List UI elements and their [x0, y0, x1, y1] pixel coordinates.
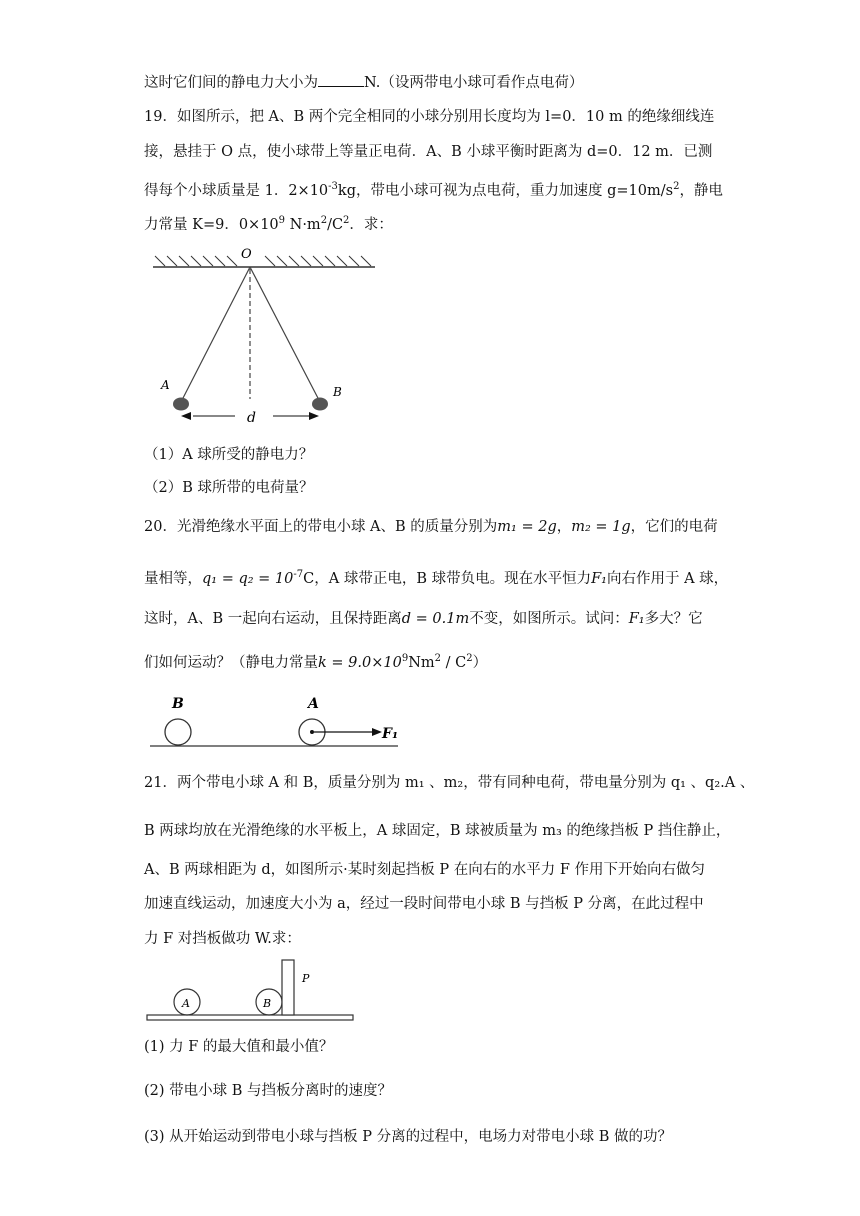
ceiling-hatch: [155, 256, 371, 266]
ball-a-label: A: [308, 696, 319, 712]
q21-sub3: (3) 从开始运动到带电小球与挡板 P 分离的过程中，电场力对带电小球 B 做的功？: [144, 1129, 672, 1145]
q19-sub2: （2）B 球所带的电荷量？: [144, 480, 314, 496]
q21-line1: 21．两个带电小球 A 和 B，质量分别为 m₁ 、m₂，带有同种电荷，带电量分别为 q₁ 、q₂.A 、: [144, 775, 755, 791]
ball-b-label: B: [172, 696, 184, 712]
q20-figure: [148, 690, 408, 752]
string-a: [181, 267, 250, 402]
ball-a: [173, 398, 189, 411]
ball-a-label: A: [182, 997, 190, 1010]
ball-b-label: B: [333, 385, 342, 399]
baffle-p: [282, 960, 294, 1015]
q18-tail: 这时它们间的静电力大小为 N.（设两带电小球可看作点电荷）: [144, 72, 724, 94]
q20-line3: 这时，A、B 一起向右运动，且保持距离d = 0.1m不变，如图所示。试问：F₁多大？它: [144, 611, 703, 627]
q21-sub2: (2) 带电小球 B 与挡板分离时的速度？: [144, 1083, 393, 1099]
q19-sub1: （1）A 球所受的静电力？: [144, 447, 314, 463]
q20-line2: 量相等，$q_1 = q_2 = 10^{-7}C$，A 球带正电，B 球带负电。现在水平恒力F₁向右作用于 A 球，: [144, 569, 729, 587]
plate: [147, 1015, 353, 1020]
ball-b: [312, 398, 328, 411]
q21-line2: B 两球均放在光滑绝缘的水平板上，A 球固定，B 球被质量为 m₃ 的绝缘挡板 P 挡住静止，: [144, 823, 731, 839]
pendulum-figure: [145, 244, 385, 429]
q21-sub1: (1) 力 F 的最大值和最小值？: [144, 1039, 334, 1055]
string-b: [250, 267, 320, 402]
q20-line1: 20．光滑绝缘水平面上的带电小球 A、B 的质量分别为m₁ = 2g，m₂ = 1g，它们的电荷: [144, 519, 718, 535]
q19-line4: 力常量 K=9．$0\times 10^9$ $N\cdot m^2/C^2$．求：: [144, 215, 393, 233]
q19-line1: 19．如图所示，把 A、B 两个完全相同的小球分别用长度均为 l=0．10 m 的绝缘细线连: [144, 109, 715, 125]
q21-line5: 力 F 对挡板做功 W.求：: [144, 931, 301, 947]
point-o-label: O: [241, 247, 252, 262]
ball-a-label: A: [161, 378, 170, 392]
q21-line3: A、B 两球相距为 d，如图所示·某时刻起挡板 P 在向右的水平力 F 作用下开始向右做匀: [144, 862, 705, 878]
q19-line2: 接，悬挂于 O 点，使小球带上等量正电荷．A、B 小球平衡时距离为 d=0．12 m．已测: [144, 144, 713, 160]
force-f1-label: F₁: [382, 726, 399, 742]
q21-figure: [145, 956, 360, 1026]
ball-b: [165, 719, 191, 745]
q20-line4: 们如何运动？（静电力常量$k = 9.0\times 10^9Nm^2 / C^2$）: [144, 653, 488, 671]
baffle-p-label: P: [302, 972, 310, 985]
answer-blank: [318, 72, 364, 87]
distance-d-label: d: [247, 410, 256, 426]
q19-line3: 得每个小球质量是 1．$2\times 10^{-3}kg$，带电小球可视为点电荷，重力加速度 $g=10m/s^2$，静电: [144, 181, 723, 199]
q21-line4: 加速直线运动，加速度大小为 a，经过一段时间带电小球 B 与挡板 P 分离，在此过程中: [144, 896, 704, 912]
ball-b-label: B: [263, 997, 272, 1010]
